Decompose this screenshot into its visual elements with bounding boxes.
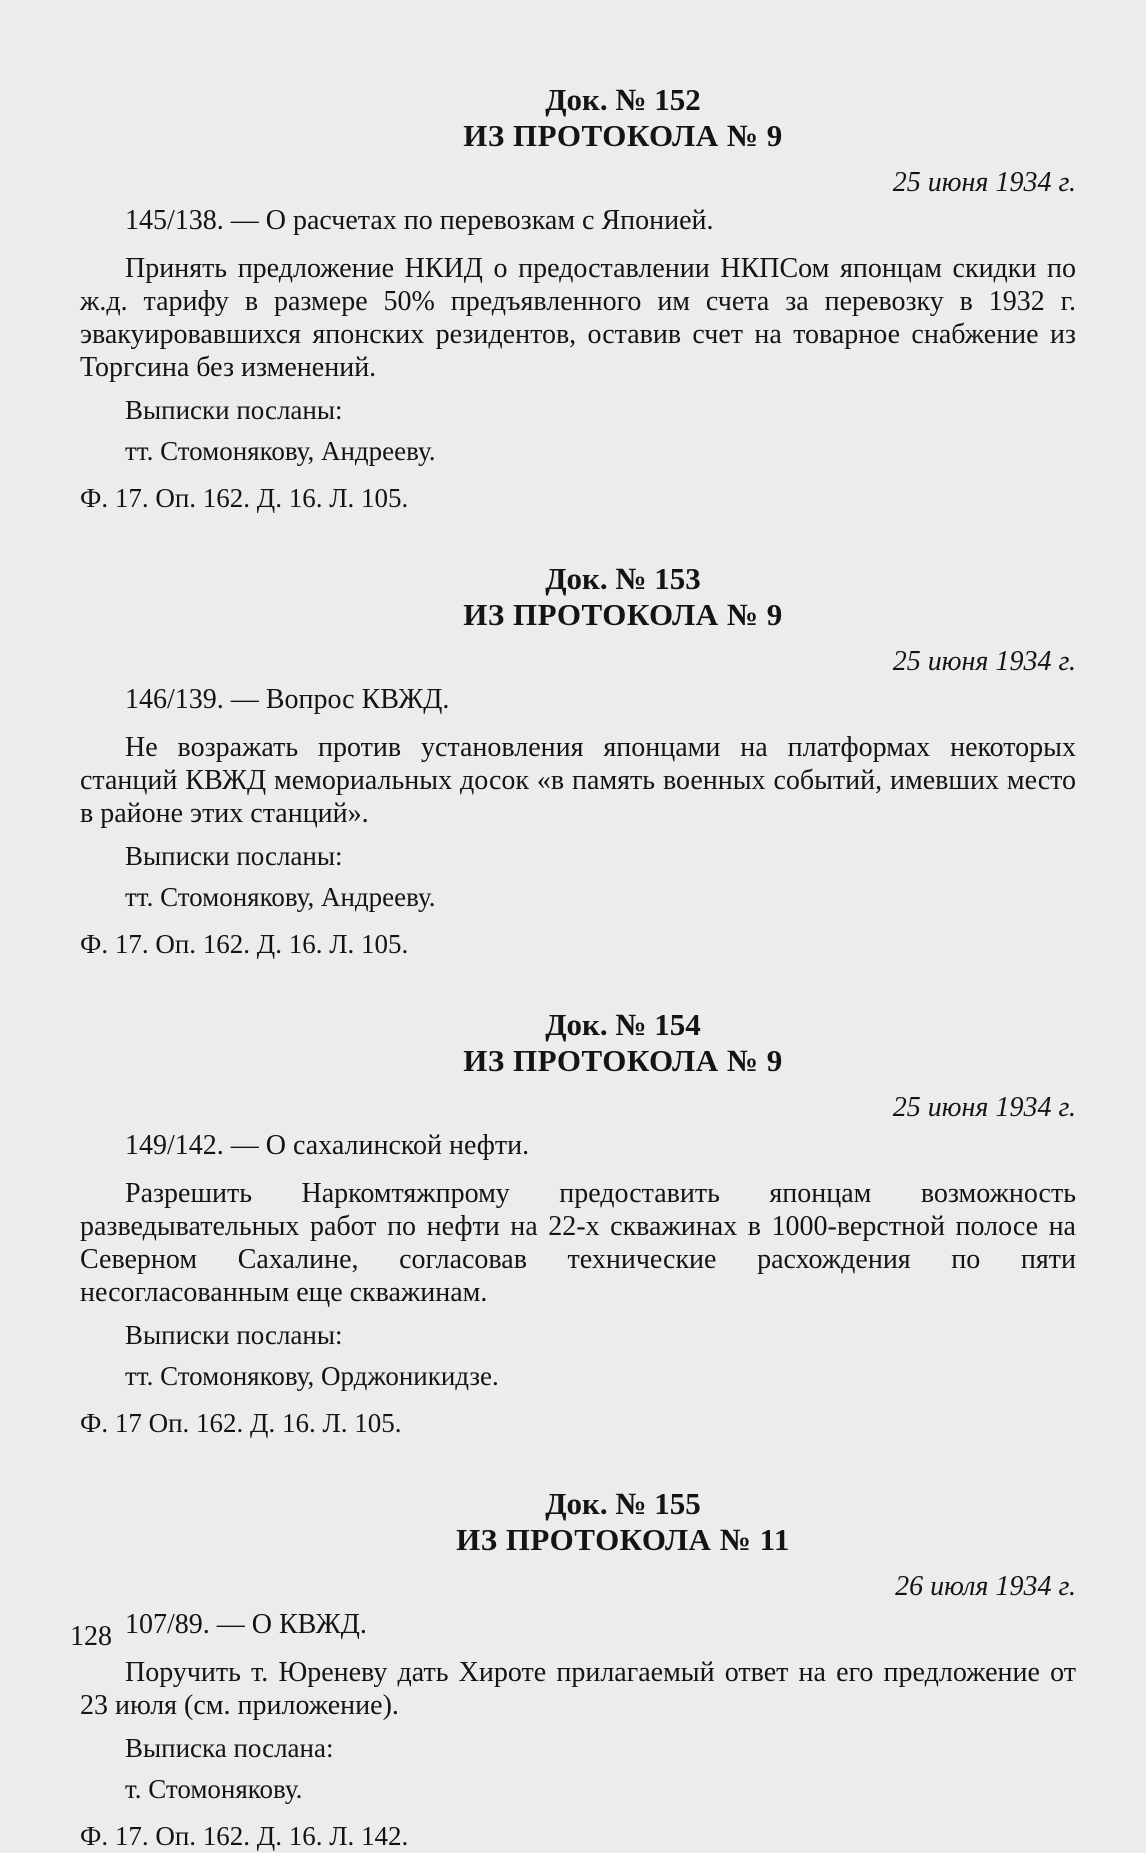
extracts-sent-label: Выписки посланы: <box>125 841 343 871</box>
decision-text: Не возражать против установления японцами на платформах некоторых станций КВЖД мемориальных досок «в память военных событий, имевших место в районе этих станций». <box>80 732 1076 829</box>
archive-reference: Ф. 17. Оп. 162. Д. 16. Л. 105. <box>80 929 409 959</box>
extracts-sent-label: Выписки посланы: <box>125 395 343 425</box>
document-152 <box>80 82 1076 515</box>
document-title: ИЗ ПРОТОКОЛА № 9 <box>463 597 783 632</box>
extracts-recipients: тт. Стомонякову, Андрееву. <box>125 436 436 466</box>
page-number: 128 <box>70 1621 112 1652</box>
document-number: Док. № 154 <box>545 1007 701 1042</box>
document-number: Док. № 153 <box>545 561 701 596</box>
page-content <box>80 82 1076 1853</box>
document-153 <box>80 561 1076 961</box>
document-title: ИЗ ПРОТОКОЛА № 9 <box>463 1043 783 1078</box>
document-155 <box>80 1486 1076 1853</box>
agenda-item: 146/139. — Вопрос КВЖД. <box>125 684 450 715</box>
document-date: 25 июня 1934 г. <box>892 646 1076 677</box>
agenda-item: 149/142. — О сахалинской нефти. <box>125 1130 530 1161</box>
document-date: 25 июня 1934 г. <box>892 167 1076 198</box>
document-title: ИЗ ПРОТОКОЛА № 9 <box>463 118 783 153</box>
decision-text: Поручить т. Юреневу дать Хироте прилагаемый ответ на его предложение от 23 июля (см. приложение). <box>80 1657 1076 1721</box>
extracts-recipients: тт. Стомонякову, Орджоникидзе. <box>125 1361 499 1391</box>
extracts-recipients: т. Стомонякову. <box>125 1774 303 1804</box>
extracts-recipients: тт. Стомонякову, Андрееву. <box>125 882 436 912</box>
document-154 <box>80 1007 1076 1440</box>
extracts-sent-label: Выписка послана: <box>125 1733 334 1763</box>
archive-reference: Ф. 17. Оп. 162. Д. 16. Л. 142. <box>80 1821 409 1851</box>
document-date: 26 июля 1934 г. <box>895 1571 1076 1602</box>
document-title: ИЗ ПРОТОКОЛА № 11 <box>456 1522 790 1557</box>
extracts-sent-label: Выписки посланы: <box>125 1320 343 1350</box>
archive-reference: Ф. 17. Оп. 162. Д. 16. Л. 105. <box>80 483 409 513</box>
agenda-item: 145/138. — О расчетах по перевозкам с Японией. <box>125 205 714 236</box>
document-date: 25 июня 1934 г. <box>892 1092 1076 1123</box>
document-number: Док. № 155 <box>545 1486 701 1521</box>
decision-text: Принять предложение НКИД о предоставлении НКПСом японцам скидки по ж.д. тарифу в размере 50% предъявленного им счета за перевозку в 1932 г. эвакуировавшихся японских резидентов, оставив счет на товарное снабжение из Торгсина без изменений. <box>80 253 1076 383</box>
agenda-item: 107/89. — О КВЖД. <box>125 1609 367 1640</box>
archive-reference: Ф. 17 Оп. 162. Д. 16. Л. 105. <box>80 1408 402 1438</box>
document-number: Док. № 152 <box>545 82 701 117</box>
decision-text: Разрешить Наркомтяжпрому предоставить японцам возможность разведывательных работ по нефти на 22-х скважинах в 1000-верстной полосе на Северном Сахалине, согласовав технические расхождения по пяти несогласованным еще скважинам. <box>80 1178 1076 1308</box>
